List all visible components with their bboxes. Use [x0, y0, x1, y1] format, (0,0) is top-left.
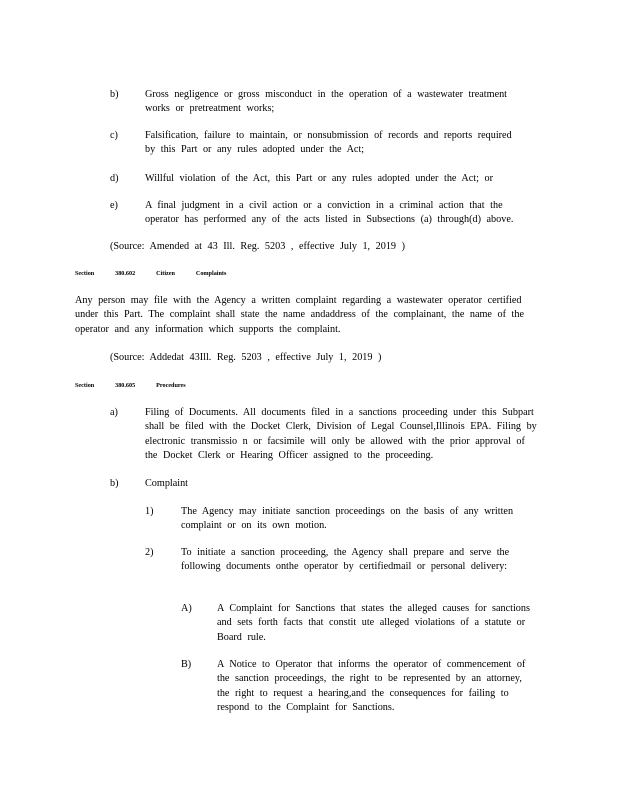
item-text-complaint: Complaint — [145, 478, 189, 489]
item-label-b2: b) — [110, 478, 119, 489]
item-text-e: A final judgment in a civil action or a conviction in a criminal action that the operator has performed any of the acts listed in Subsections (a) through(d) above. — [145, 200, 514, 226]
sub-label-2: 2) — [145, 547, 154, 558]
sub-text-2: To initiate a sanction proceeding, the Agency shall prepare and serve the following documents onthe operator by certifiedmail or personal delivery: — [181, 547, 510, 573]
section-heading-602: Section 380.602 Citizen Complaints — [75, 270, 227, 277]
item-text-b: Gross negligence or gross misconduct in the operation of a wastewater treatment works or pretreatment works; — [145, 89, 508, 115]
item-text-c: Falsification, failure to maintain, or nonsubmission of records and reports required by this Part or any rules adopted under the Act; — [145, 130, 512, 156]
sub-label-B: B) — [181, 659, 192, 670]
item-label-b: b) — [110, 89, 119, 100]
source-note: (Source: Amended at 43 Ill. Reg. 5203 , effective July 1, 2019 ) — [110, 241, 405, 252]
sub-text-1: The Agency may initiate sanction proceedings on the basis of any written complaint or on its own motion. — [181, 506, 514, 532]
item-text-d: Willful violation of the Act, this Part or any rules adopted under the Act; or — [145, 173, 493, 184]
item-label-e: e) — [110, 200, 118, 211]
item-label-a: a) — [110, 407, 118, 418]
sub-text-B: A Notice to Operator that informs the operator of commencement of the sanction proceedings, the right to be represented by an attorney, the right to request a hearing,and the consequences for failing to respond to the Complaint for Sanctions. — [217, 659, 526, 714]
section-602-paragraph: Any person may file with the Agency a written complaint regarding a wastewater operator certified under this Part. The complaint shall state the name andaddress of the complainant, the name of the operator and any information which supports the complaint. — [75, 295, 524, 335]
item-text-a: Filing of Documents. All documents filed in a sanctions proceeding under this Subpart shall be filed with the Docket Clerk, Division of Legal Counsel,Illinois EPA. Filing by electronic transmissio n or facsimile will only be allowed with the prior approval of the Docket Clerk or Hearing Officer assigned to the proceeding. — [145, 407, 537, 462]
section-heading-605: Section 380.605 Procedures — [75, 382, 186, 389]
source-note-2: (Source: Addedat 43Ill. Reg. 5203 , effective July 1, 2019 ) — [110, 352, 382, 363]
item-label-d: d) — [110, 173, 119, 184]
item-label-c: c) — [110, 130, 118, 141]
sub-label-A: A) — [181, 603, 192, 614]
sub-text-A: A Complaint for Sanctions that states the alleged causes for sanctions and sets forth facts that constit ute alleged violations of a statute or Board rule. — [217, 603, 530, 643]
sub-label-1: 1) — [145, 506, 154, 517]
